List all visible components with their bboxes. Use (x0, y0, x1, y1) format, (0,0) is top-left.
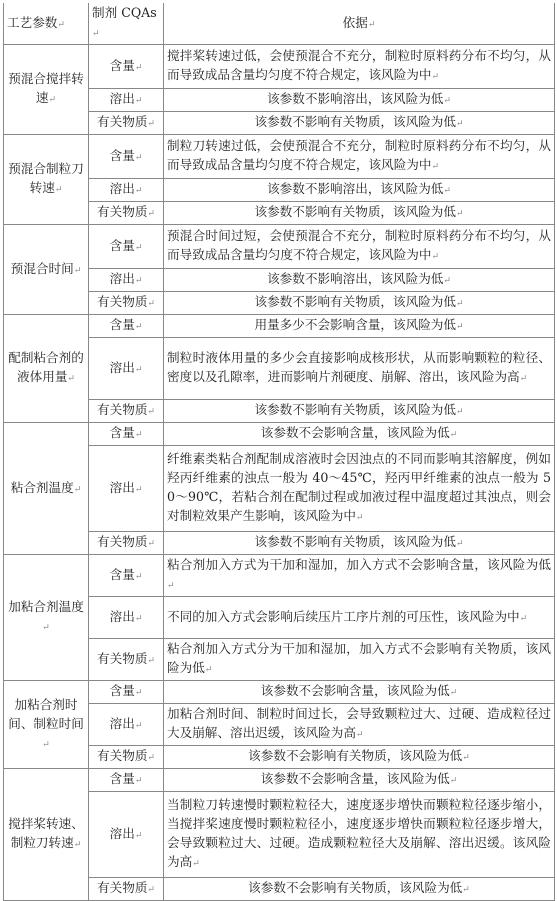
cqa-cell: 有关物质↵ (89, 639, 164, 681)
basis-cell: 制粒时液体用量的多少会直接影响成核形状，从而影响颗粒的粒径、密度以及孔隙率，进而影响片剂硬度、崩解、溶出，该风险为高↵ (164, 338, 555, 400)
cqa-cell: 有关物质↵ (89, 292, 164, 315)
cqa-cell: 溶出↵ (89, 792, 164, 878)
parameter-cell: 搅拌桨转速、制粒刀转速↵ (4, 769, 89, 901)
header-process-parameter: 工艺参数↵ (4, 3, 89, 45)
risk-assessment-table (3, 3, 555, 901)
cqa-cell: 溶出↵ (89, 446, 164, 532)
table-row (4, 135, 555, 179)
basis-cell: 当制粒刀转速慢时颗粒粒径大，速度逐步增快而颗粒粒径逐步缩小，当搅拌桨速度慢时颗粒粒径小，速度逐步增快而颗粒粒径逐步增大，会导致颗粒过大、过硬。造成颗粒粒径大及崩解、溶出迟缓。该风险为高↵ (164, 792, 555, 878)
cqa-cell: 有关物质↵ (89, 532, 164, 555)
table-row (4, 45, 555, 89)
cqa-cell: 有关物质↵ (89, 400, 164, 423)
parameter-cell: 预混合时间↵ (4, 225, 89, 315)
basis-cell: 预混合时间过短，会使预混合不充分，制粒时原料药分布不均匀，从而导致成品含量均匀度不符合规定，该风险为中↵ (164, 225, 555, 269)
table-row (4, 769, 555, 792)
cqa-cell: 溶出↵ (89, 704, 164, 746)
cqa-cell: 含量↵ (89, 681, 164, 704)
basis-cell: 用量多少不会影响含量，该风险为低↵ (164, 315, 555, 338)
cqa-cell: 溶出↵ (89, 269, 164, 292)
basis-cell: 该参数不影响有关物质，该风险为低↵ (164, 532, 555, 555)
table-row (4, 555, 555, 597)
basis-cell: 该参数不会影响有关物质，该风险为低↵ (164, 878, 555, 901)
cqa-cell: 含量↵ (89, 135, 164, 179)
cqa-cell: 溶出↵ (89, 179, 164, 202)
table-row (4, 681, 555, 704)
basis-cell: 粘合剂加入方式为干加和湿加，加入方式不会影响含量，该风险为低↵ (164, 555, 555, 597)
parameter-cell: 预混合制粒刀转速↵ (4, 135, 89, 225)
cqa-cell: 含量↵ (89, 45, 164, 89)
cqa-cell: 有关物质↵ (89, 112, 164, 135)
table-row (4, 225, 555, 269)
cqa-cell: 溶出↵ (89, 597, 164, 639)
parameter-cell: 配制粘合剂的液体用量↵ (4, 315, 89, 423)
cqa-cell: 溶出↵ (89, 338, 164, 400)
basis-cell: 该参数不影响有关物质，该风险为低↵ (164, 202, 555, 225)
basis-cell: 该参数不会影响含量，该风险为低↵ (164, 681, 555, 704)
basis-cell: 搅拌桨转速过低，会使预混合不充分，制粒时原料药分布不均匀，从而导致成品含量均匀度不符合规定，该风险为中↵ (164, 45, 555, 89)
basis-cell: 该参数不影响有关物质，该风险为低↵ (164, 112, 555, 135)
cqa-cell: 有关物质↵ (89, 202, 164, 225)
basis-cell: 该参数不影响溶出，该风险为低↵ (164, 89, 555, 112)
parameter-cell: 预混合搅拌转速↵ (4, 45, 89, 135)
basis-cell: 不同的加入方式会影响后续压片工序片剂的可压性，该风险为中↵ (164, 597, 555, 639)
cqa-cell: 有关物质↵ (89, 746, 164, 769)
table-row (4, 423, 555, 446)
cqa-cell: 有关物质↵ (89, 878, 164, 901)
cqa-cell: 含量↵ (89, 555, 164, 597)
header-basis: 依据↵ (164, 3, 555, 45)
cqa-cell: 含量↵ (89, 225, 164, 269)
basis-cell: 该参数不会影响含量，该风险为低↵ (164, 423, 555, 446)
parameter-cell: 加粘合剂温度↵ (4, 555, 89, 681)
basis-cell: 纤维素类粘合剂配制成溶液时会因浊点的不同而影响其溶解度，例如羟丙纤维素的浊点一般为 40～45℃，羟丙甲纤维素的浊点一般为 50～90℃，若粘合剂在配制过程或加液过程中温度超过其浊点，则会对制粒效果产生影响，该风险为中↵ (164, 446, 555, 532)
cqa-cell: 含量↵ (89, 769, 164, 792)
basis-cell: 该参数不影响有关物质，该风险为低↵ (164, 400, 555, 423)
basis-cell: 该参数不影响溶出，该风险为低↵ (164, 179, 555, 202)
basis-cell: 该参数不会影响有关物质，该风险为低↵ (164, 746, 555, 769)
header-cqa: 制剂 CQAs↵ (89, 3, 164, 45)
basis-cell: 该参数不影响有关物质，该风险为低↵ (164, 292, 555, 315)
basis-cell: 该参数不影响溶出，该风险为低↵ (164, 269, 555, 292)
cqa-cell: 溶出↵ (89, 89, 164, 112)
basis-cell: 该参数不会影响含量，该风险为低↵ (164, 769, 555, 792)
basis-cell: 制粒刀转速过低，会使预混合不充分，制粒时原料药分布不均匀，从而导致成品含量均匀度不符合规定，该风险为中↵ (164, 135, 555, 179)
basis-cell: 加粘合剂时间、制粒时间过长，会导致颗粒过大、过硬、造成粒径过大及崩解、溶出迟缓，该风险为高↵ (164, 704, 555, 746)
cqa-cell: 含量↵ (89, 315, 164, 338)
parameter-cell: 粘合剂温度↵ (4, 423, 89, 555)
basis-cell: 粘合剂加入方式分为干加和湿加，加入方式不会影响有关物质，该风险为低↵ (164, 639, 555, 681)
cqa-cell: 含量↵ (89, 423, 164, 446)
parameter-cell: 加粘合剂时间、制粒时间↵ (4, 681, 89, 769)
table-row (4, 315, 555, 338)
table-header-row (4, 3, 555, 45)
